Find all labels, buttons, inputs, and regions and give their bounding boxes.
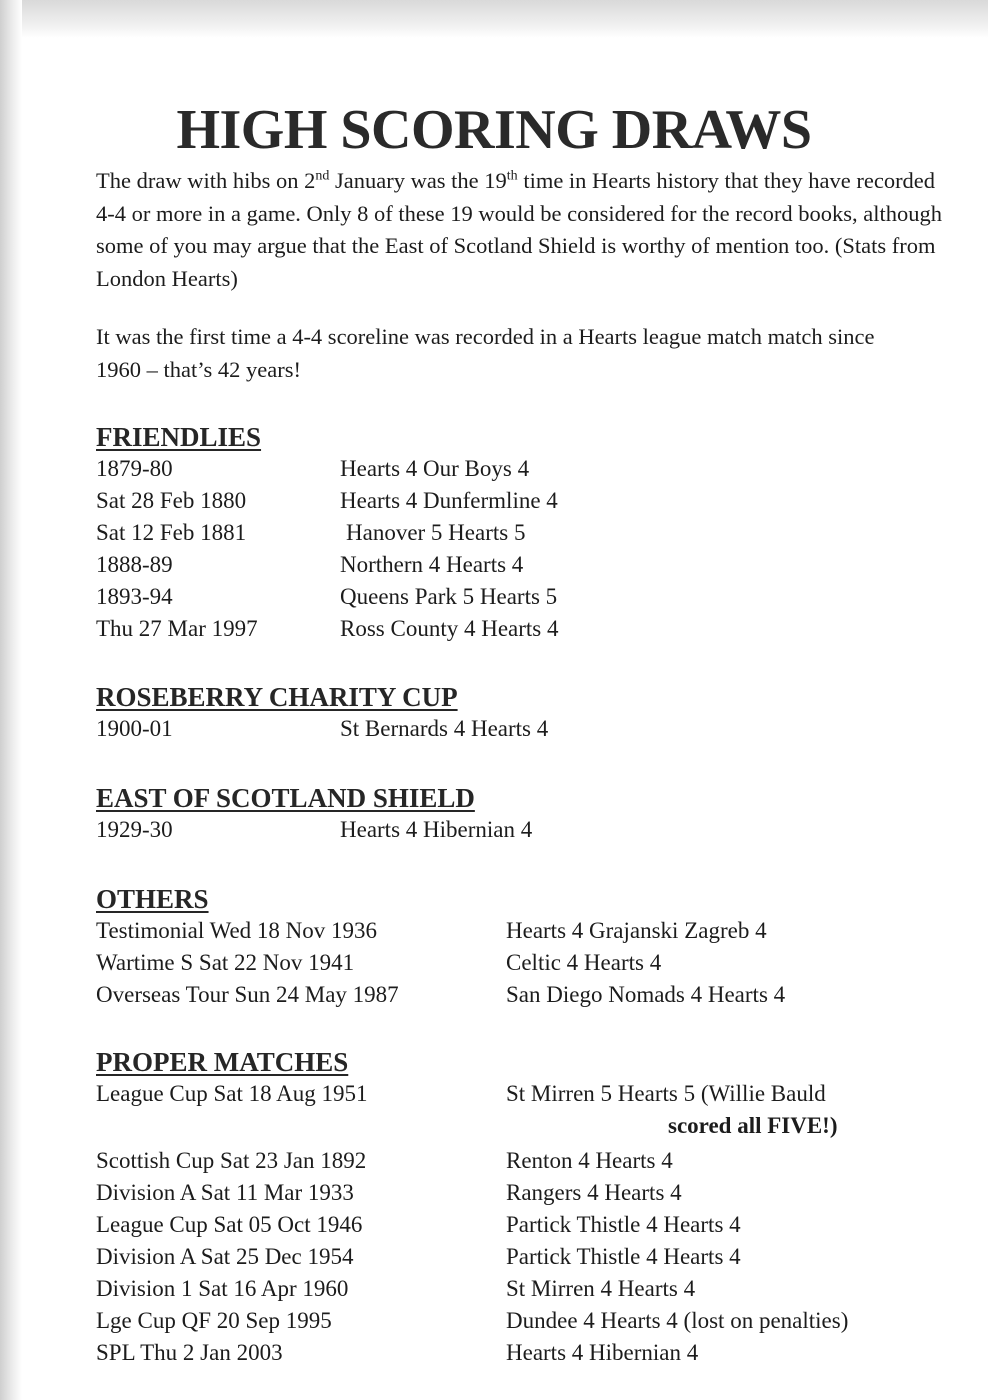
match-result: St Bernards 4 Hearts 4	[340, 716, 549, 741]
match-date: Sat 28 Feb 1880	[96, 488, 247, 513]
intro-sup-th: th	[506, 168, 518, 184]
intro-text-c: time in Hearts history that they have recorded 4-4 or more in a game. Only 8 of these 19 would be considered for the record books, although some of you may argue that the East of Scotland Shield is worthy of mention too. (Stats from London Hearts)	[96, 168, 943, 291]
match-date: Overseas Tour Sun 24 May 1987	[96, 982, 399, 1007]
match-date: Division A Sat 11 Mar 1933	[96, 1180, 354, 1205]
bauld-note: scored all FIVE!)	[668, 1113, 838, 1138]
match-result: Dundee 4 Hearts 4 (lost on penalties)	[506, 1308, 849, 1333]
binding-shadow	[0, 0, 22, 1400]
match-date: Scottish Cup Sat 23 Jan 1892	[96, 1148, 367, 1173]
intro-paragraph	[96, 165, 958, 295]
match-result: Hearts 4 Hibernian 4	[340, 817, 533, 842]
match-date: 1888-89	[96, 552, 173, 577]
match-result: Hearts 4 Hibernian 4	[506, 1340, 699, 1365]
intro-sup-nd: nd	[315, 168, 330, 184]
match-result: St Mirren 4 Hearts 4	[506, 1276, 696, 1301]
match-date: 1929-30	[96, 817, 173, 842]
match-result: Queens Park 5 Hearts 5	[340, 584, 558, 609]
intro-text-b: January was the 19	[329, 168, 507, 193]
match-result: Celtic 4 Hearts 4	[506, 950, 662, 975]
page-title: HIGH SCORING DRAWS	[176, 99, 812, 161]
match-date: Division 1 Sat 16 Apr 1960	[96, 1276, 349, 1301]
section-heading-roseberry: ROSEBERRY CHARITY CUP	[96, 682, 458, 712]
match-result: Hearts 4 Dunfermline 4	[340, 488, 558, 513]
match-result: Renton 4 Hearts 4	[506, 1148, 673, 1173]
section-heading-proper-matches: PROPER MATCHES	[96, 1047, 349, 1077]
match-result: Northern 4 Hearts 4	[340, 552, 524, 577]
match-result: Partick Thistle 4 Hearts 4	[506, 1244, 741, 1269]
intro-paragraph-2: It was the first time a 4-4 scoreline was recorded in a Hearts league match match since 1960 – that’s 42 years!	[96, 324, 875, 382]
intro-text-a: The draw with hibs on 2	[96, 168, 316, 193]
match-date: Sat 12 Feb 1881	[96, 520, 247, 545]
match-result: Hanover 5 Hearts 5	[346, 520, 526, 545]
match-result: Partick Thistle 4 Hearts 4	[506, 1212, 741, 1237]
scan-top-shadow	[0, 0, 988, 38]
match-result: San Diego Nomads 4 Hearts 4	[506, 982, 786, 1007]
match-result: Hearts 4 Grajanski Zagreb 4	[506, 918, 767, 943]
match-result: Ross County 4 Hearts 4	[340, 616, 559, 641]
match-date: League Cup Sat 18 Aug 1951	[96, 1081, 368, 1106]
match-date: League Cup Sat 05 Oct 1946	[96, 1212, 363, 1237]
match-result: St Mirren 5 Hearts 5 (Willie Bauld	[506, 1081, 826, 1106]
section-heading-east-of-scotland: EAST OF SCOTLAND SHIELD	[96, 783, 475, 813]
section-heading-friendlies: FRIENDLIES	[96, 422, 262, 452]
match-date: Lge Cup QF 20 Sep 1995	[96, 1308, 332, 1333]
match-result: Hearts 4 Our Boys 4	[340, 456, 530, 481]
match-result: Rangers 4 Hearts 4	[506, 1180, 682, 1205]
section-heading-others: OTHERS	[96, 884, 209, 914]
match-date: SPL Thu 2 Jan 2003	[96, 1340, 283, 1365]
match-date: Testimonial Wed 18 Nov 1936	[96, 918, 378, 943]
match-date: 1879-80	[96, 456, 173, 481]
match-date: Division A Sat 25 Dec 1954	[96, 1244, 354, 1269]
match-date: Wartime S Sat 22 Nov 1941	[96, 950, 355, 975]
match-date: Thu 27 Mar 1997	[96, 616, 258, 641]
match-date: 1900-01	[96, 716, 173, 741]
match-date: 1893-94	[96, 584, 173, 609]
